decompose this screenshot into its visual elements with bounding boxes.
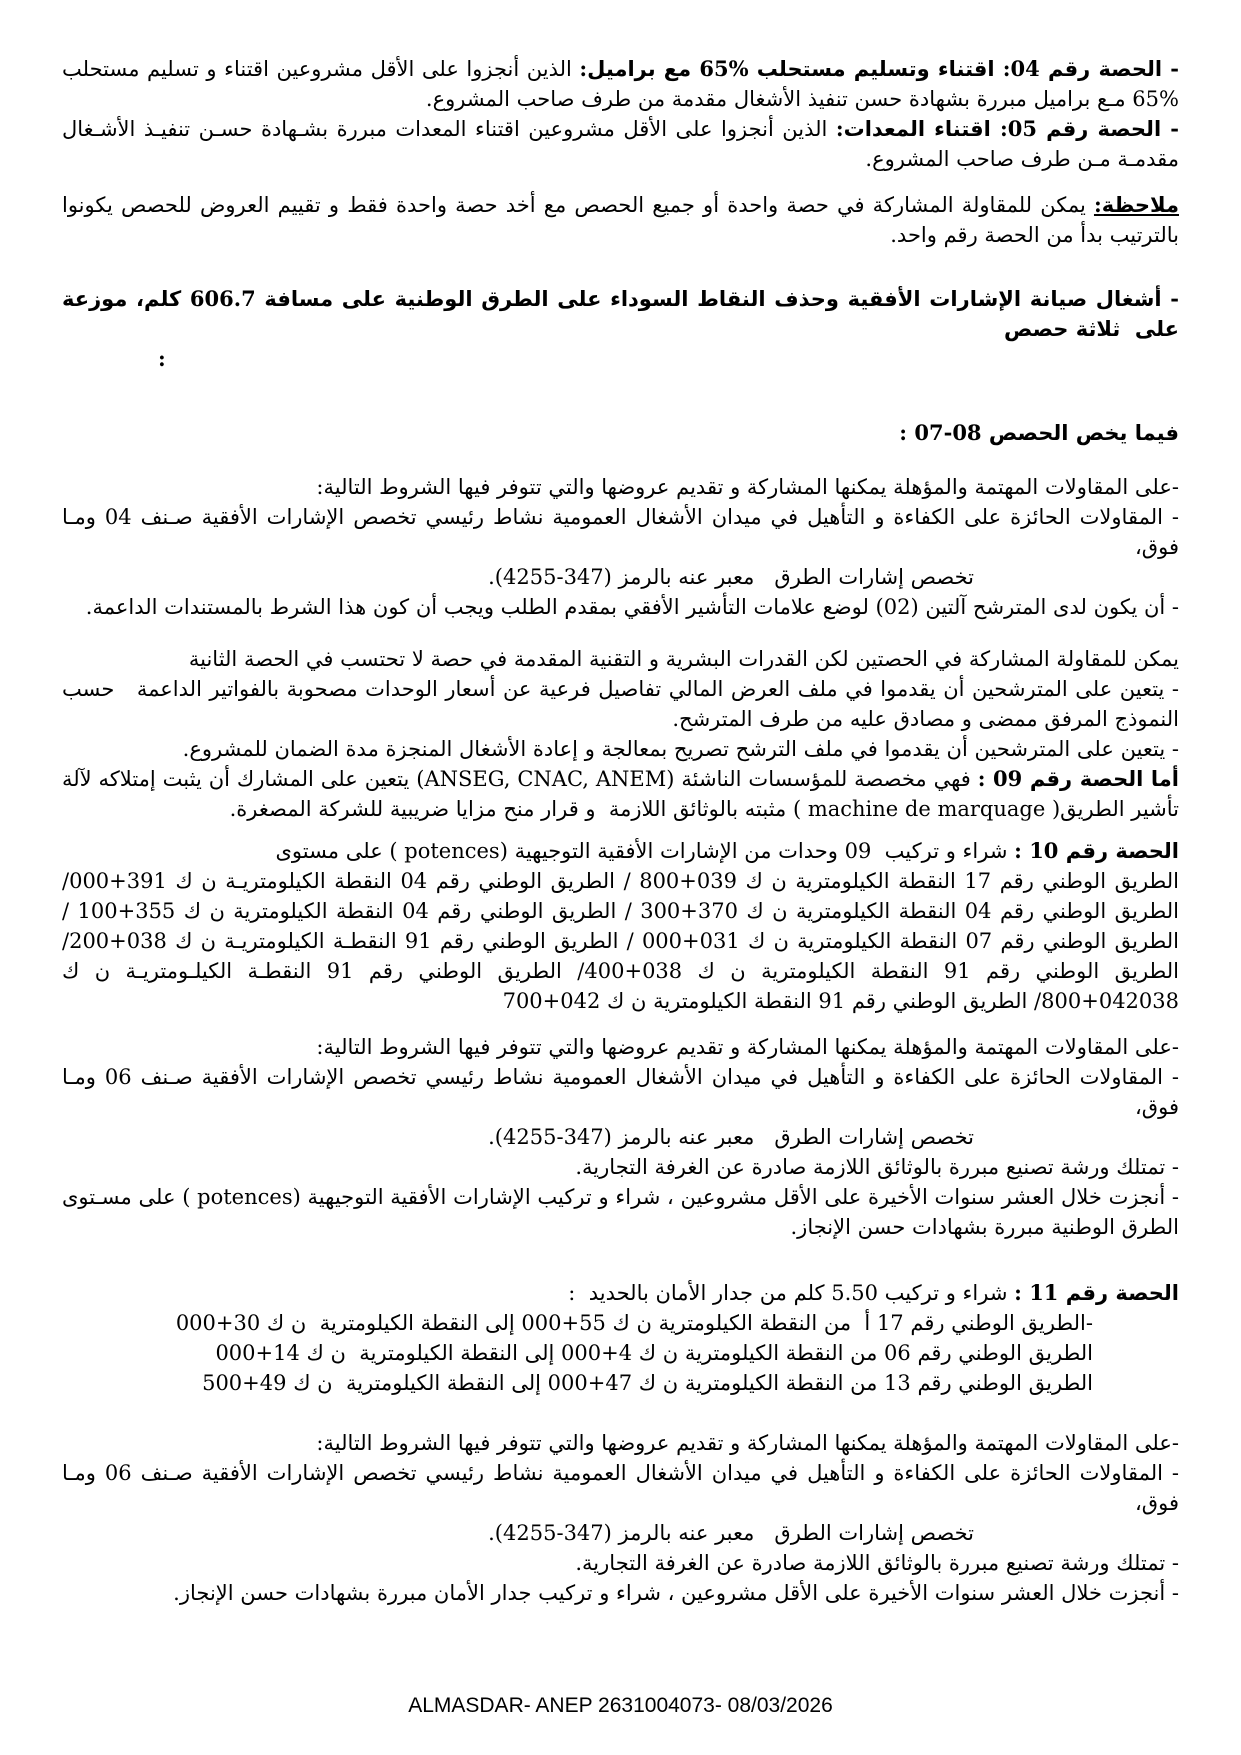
sec-lot11-intro: -على المقاولات المهتمة والمؤهلة يمكنها المشاركة و تقديم عروضها والتي تتوفر فيها الشروط التالية: [316, 1431, 1179, 1455]
note-text: يمكن للمقاولة المشاركة في حصة واحدة أو جميع الحصص مع أخد حصة واحدة فقط و تقييم العروض للحصص يكونوا بالترتيب بدأ من الحصة رقم واحد. [62, 193, 1179, 247]
sec-lot11-qualification-continuation: تخصص إشارات الطرق معبر عنه بالرمز (347-4255). [488, 1521, 974, 1545]
lot11-intro-text: شراء و تركيب 5.50 كلم من جدار الأمان بالحديد : [568, 1281, 1015, 1305]
lot10-label: الحصة رقم 10 : [1014, 838, 1179, 863]
note-label: ملاحظة: [1093, 192, 1179, 217]
lot04-label: - الحصة رقم 04: اقتناء وتسليم مستحلب %65 مع براميل: [579, 56, 1179, 81]
anep-footer [62, 1691, 1179, 1735]
sec-lot10-workshop-condition: - تمتلك ورشة تصنيع مبررة بالوثائق اللازمة صادرة عن الغرفة التجارية. [575, 1155, 1179, 1179]
works-title: - أشغال صيانة الإشارات الأفقية وحذف النقاط السوداء على الطرق الوطنية على مسافة 606.7 كلم، موزعة على ثلاثة حصص [62, 286, 1179, 341]
common-warranty-declaration: - يتعين على المترشحين أن يقدموا في ملف الترشح تصريح بمعالجة و إعادة الأشغال المنجزة مدة الضمان للمشروع. [182, 737, 1179, 761]
lot09-text: فهي مخصصة للمؤسسات الناشئة (ANSEG, CNAC, ANEM) يتعين على المشارك أن يثبت إمتلاكه لآلة تأشير الطريق( machine de marquage ) مثبته بالوثائق اللازمة و قرار منح مزايا ضريبية للشركة المصغرة. [62, 767, 1179, 821]
sec-lot10-experience-condition: - أنجزت خلال العشر سنوات الأخيرة على الأقل مشروعين ، شراء و تركيب الإشارات الأفقية التوجيهية (potences ) على مسـتوى الطرق الوطنية مبررة بشهادات حسن الإنجاز. [62, 1185, 1179, 1239]
sec0708-qualification: - المقاولات الحائزة على الكفاءة و التأهيل في ميدان الأشغال العمومية نشاط رئيسي تخصص الإشارات الأفقية صـنف 04 ومـا فوق، [62, 505, 1180, 559]
lot04-text: الذين أنجزوا على الأقل مشروعين اقتناء و تسليم مستحلب %65 مـع براميل مبررة بشهادة حسن تنفيذ الأشغال مقدمة من طرف صاحب المشروع. [62, 57, 1179, 111]
lot10-intro-text: شراء و تركيب 09 وحدات من الإشارات الأفقية التوجيهية (potences ) على مستوى [275, 839, 1015, 863]
lot11-intro-line [62, 1278, 1179, 1308]
sec-lot10-qualification: - المقاولات الحائزة على الكفاءة و التأهيل في ميدان الأشغال العمومية نشاط رئيسي تخصص الإشارات الأفقية صـنف 06 ومـا فوق، [62, 1065, 1180, 1119]
sec-lot10-intro: -على المقاولات المهتمة والمؤهلة يمكنها المشاركة و تقديم عروضها والتي تتوفر فيها الشروط التالية: [316, 1035, 1179, 1059]
sec0708-intro: -على المقاولات المهتمة والمؤهلة يمكنها المشاركة و تقديم عروضها والتي تتوفر فيها الشروط التالية: [316, 475, 1179, 499]
lot11-road-line-1: -الطريق الوطني رقم 17 أ من النقطة الكيلومترية ن ك 55+000 إلى النقطة الكيلومترية ن ك 30+000 [175, 1311, 1093, 1335]
heading-lots-07-08: فيما يخص الحصص 08-07 : [899, 420, 1179, 445]
lot09-paragraph [62, 764, 1179, 824]
common-two-lots-note: يمكن للمقاولة المشاركة في الحصتين لكن القدرات البشرية و التقنية المقدمة في حصة لا تحتسب في الحصة الثانية [188, 647, 1179, 671]
lot11-road-line-2: الطريق الوطني رقم 06 من النقطة الكيلومترية ن ك 4+000 إلى النقطة الكيلومترية ن ك 14+000 [215, 1341, 1093, 1365]
lot10-intro-line [62, 836, 1179, 866]
works-title-colon: : [158, 346, 166, 371]
sec0708-machines-condition: - أن يكون لدى المترشح آلتين (02) لوضع علامات التأشير الأفقي بمقدم الطلب ويجب أن كون هذا الشرط بالمستندات الداعمة. [85, 595, 1179, 619]
lot04-paragraph [62, 54, 1179, 114]
note-paragraph [62, 190, 1179, 250]
anep-footer-text: ALMASDAR- ANEP 2631004073- 08/03/2026 [408, 1694, 833, 1717]
lot09-label: أما الحصة رقم 09 : [977, 766, 1179, 791]
sec-lot11-workshop-condition: - تمتلك ورشة تصنيع مبررة بالوثائق اللازمة صادرة عن الغرفة التجارية. [575, 1551, 1179, 1575]
lot11-label: الحصة رقم 11 : [1014, 1280, 1179, 1305]
lot05-text: الذين أنجزوا على الأقل مشروعين اقتناء المعدات مبررة بشـهادة حسـن تنفيـذ الأشـغال مقدمـة مـن طرف صاحب المشروع. [62, 117, 1179, 171]
lot05-paragraph [62, 114, 1179, 174]
lot11-road-line-3: الطريق الوطني رقم 13 من النقطة الكيلومترية ن ك 47+000 إلى النقطة الكيلومترية ن ك 49+500 [202, 1371, 1093, 1395]
sec-lot11-experience-condition: - أنجزت خلال العشر سنوات الأخيرة على الأقل مشروعين ، شراء و تركيب جدار الأمان مبررة بشهادات حسن الإنجاز. [173, 1581, 1179, 1605]
common-price-details: - يتعين على المترشحين أن يقدموا في ملف العرض المالي تفاصيل فرعية عن أسعار الوحدات مصحوبة بالفواتير الداعمة حسب النموذج المرفق ممضى و مصادق عليه من طرف المترشح. [62, 677, 1179, 731]
lot05-label: - الحصة رقم 05: اقتناء المعدات: [835, 116, 1179, 141]
sec0708-qualification-continuation: تخصص إشارات الطرق معبر عنه بالرمز (347-4255). [488, 565, 974, 589]
lot10-roads-paragraph: الطريق الوطني رقم 17 النقطة الكيلومترية ن ك 039+800 / الطريق الوطني رقم 04 النقطة الكيلومتريـة ن ك 391+000/الطريق الوطني رقم 04 النقطة الكيلومترية ن ك 370+300 / الطريق الوطني رقم 04 النقطة الكيلومترية ن ك 355+100 / الطريق الوطني رقم 07 النقطة الكيلومترية ن ك 031+000 / الطريق الوطني رقم 91 النقطـة الكيلومتريـة ن ك 038+200/ الطريق الوطني رقم 91 النقطة الكيلومترية ن ك 038+400/ الطريق الوطني رقم 91 النقطـة الكيلـومتريـة ن ك 042038+800/ الطريق الوطني رقم 91 النقطة الكيلومترية ن ك 042+700 [62, 869, 1179, 1013]
sec-lot10-qualification-continuation: تخصص إشارات الطرق معبر عنه بالرمز (347-4255). [488, 1125, 974, 1149]
sec-lot11-qualification: - المقاولات الحائزة على الكفاءة و التأهيل في ميدان الأشغال العمومية نشاط رئيسي تخصص الإشارات الأفقية صـنف 06 ومـا فوق، [62, 1461, 1180, 1515]
